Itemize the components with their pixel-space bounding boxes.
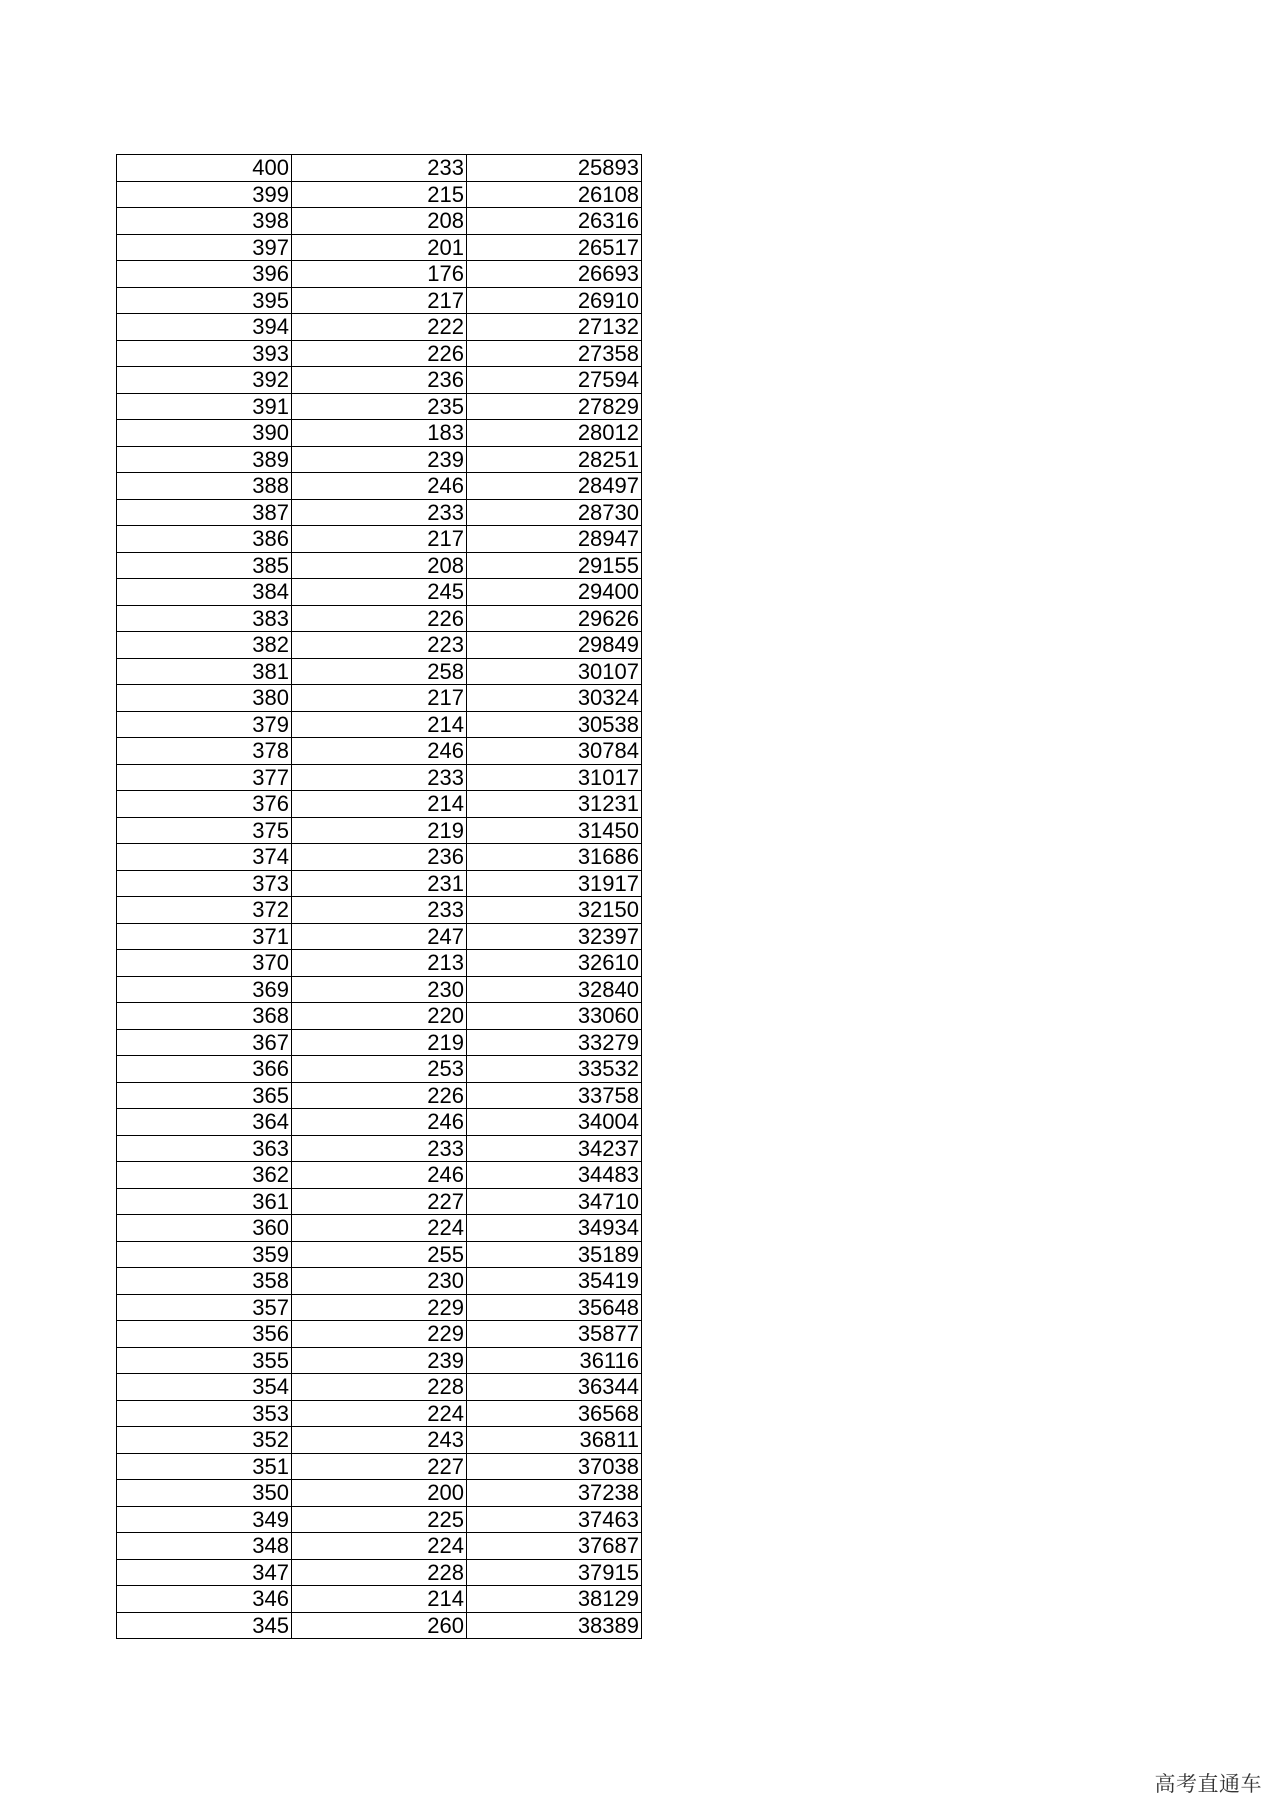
- cumulative-cell: 28730: [467, 499, 642, 526]
- table-row: [117, 844, 642, 871]
- score-cell: 368: [117, 1003, 292, 1030]
- cumulative-cell: 29155: [467, 552, 642, 579]
- count-cell: 246: [292, 473, 467, 500]
- cumulative-cell: 35877: [467, 1321, 642, 1348]
- table-row: [117, 1188, 642, 1215]
- table-row: [117, 208, 642, 235]
- cumulative-cell: 28947: [467, 526, 642, 553]
- cumulative-cell: 27594: [467, 367, 642, 394]
- table-row: [117, 367, 642, 394]
- cumulative-cell: 28012: [467, 420, 642, 447]
- score-cell: 352: [117, 1427, 292, 1454]
- count-cell: 200: [292, 1480, 467, 1507]
- score-cell: 354: [117, 1374, 292, 1401]
- table-row: [117, 526, 642, 553]
- count-cell: 215: [292, 181, 467, 208]
- count-cell: 227: [292, 1453, 467, 1480]
- cumulative-cell: 27132: [467, 314, 642, 341]
- score-cell: 397: [117, 234, 292, 261]
- table-row: [117, 446, 642, 473]
- table-row: [117, 1082, 642, 1109]
- table-row: [117, 817, 642, 844]
- cumulative-cell: 33279: [467, 1029, 642, 1056]
- count-cell: 239: [292, 446, 467, 473]
- count-cell: 224: [292, 1215, 467, 1242]
- table-row: [117, 1029, 642, 1056]
- score-cell: 346: [117, 1586, 292, 1613]
- table-row: [117, 1162, 642, 1189]
- score-cell: 393: [117, 340, 292, 367]
- count-cell: 233: [292, 764, 467, 791]
- count-cell: 220: [292, 1003, 467, 1030]
- table-row: [117, 791, 642, 818]
- score-cell: 385: [117, 552, 292, 579]
- table-row: [117, 1374, 642, 1401]
- count-cell: 214: [292, 1586, 467, 1613]
- count-cell: 258: [292, 658, 467, 685]
- score-cell: 371: [117, 923, 292, 950]
- count-cell: 253: [292, 1056, 467, 1083]
- cumulative-cell: 31917: [467, 870, 642, 897]
- table-row: [117, 499, 642, 526]
- score-cell: 367: [117, 1029, 292, 1056]
- count-cell: 226: [292, 340, 467, 367]
- score-cell: 362: [117, 1162, 292, 1189]
- cumulative-cell: 27829: [467, 393, 642, 420]
- count-cell: 217: [292, 685, 467, 712]
- score-cell: 383: [117, 605, 292, 632]
- count-cell: 226: [292, 1082, 467, 1109]
- count-cell: 224: [292, 1400, 467, 1427]
- table-row: [117, 738, 642, 765]
- count-cell: 235: [292, 393, 467, 420]
- table-row: [117, 897, 642, 924]
- count-cell: 236: [292, 844, 467, 871]
- count-cell: 214: [292, 791, 467, 818]
- table-row: [117, 1453, 642, 1480]
- table-row: [117, 1400, 642, 1427]
- cumulative-cell: 26910: [467, 287, 642, 314]
- cumulative-cell: 32150: [467, 897, 642, 924]
- table-row: [117, 287, 642, 314]
- cumulative-cell: 31231: [467, 791, 642, 818]
- cumulative-cell: 38389: [467, 1612, 642, 1639]
- table-row: [117, 923, 642, 950]
- score-cell: 394: [117, 314, 292, 341]
- score-cell: 348: [117, 1533, 292, 1560]
- table-row: [117, 632, 642, 659]
- count-cell: 228: [292, 1559, 467, 1586]
- table-row: [117, 1135, 642, 1162]
- count-cell: 233: [292, 897, 467, 924]
- score-cell: 374: [117, 844, 292, 871]
- score-cell: 373: [117, 870, 292, 897]
- cumulative-cell: 29400: [467, 579, 642, 606]
- count-cell: 219: [292, 817, 467, 844]
- cumulative-cell: 34710: [467, 1188, 642, 1215]
- score-cell: 387: [117, 499, 292, 526]
- count-cell: 243: [292, 1427, 467, 1454]
- cumulative-cell: 31450: [467, 817, 642, 844]
- cumulative-cell: 36811: [467, 1427, 642, 1454]
- count-cell: 222: [292, 314, 467, 341]
- count-cell: 208: [292, 208, 467, 235]
- count-cell: 233: [292, 499, 467, 526]
- count-cell: 245: [292, 579, 467, 606]
- score-cell: 379: [117, 711, 292, 738]
- cumulative-cell: 33532: [467, 1056, 642, 1083]
- cumulative-cell: 34237: [467, 1135, 642, 1162]
- table-row: [117, 1215, 642, 1242]
- cumulative-cell: 37463: [467, 1506, 642, 1533]
- count-cell: 246: [292, 1162, 467, 1189]
- score-cell: 369: [117, 976, 292, 1003]
- table-row: [117, 1559, 642, 1586]
- table-row: [117, 314, 642, 341]
- table-row: [117, 473, 642, 500]
- score-cell: 363: [117, 1135, 292, 1162]
- score-cell: 350: [117, 1480, 292, 1507]
- score-cell: 398: [117, 208, 292, 235]
- table-row: [117, 552, 642, 579]
- table-row: [117, 950, 642, 977]
- table-row: [117, 420, 642, 447]
- cumulative-cell: 30324: [467, 685, 642, 712]
- score-cell: 356: [117, 1321, 292, 1348]
- score-cell: 376: [117, 791, 292, 818]
- table-row: [117, 340, 642, 367]
- score-table: [116, 154, 642, 1639]
- count-cell: 246: [292, 738, 467, 765]
- watermark-text: 高考直通车: [1154, 1772, 1262, 1796]
- count-cell: 246: [292, 1109, 467, 1136]
- count-cell: 231: [292, 870, 467, 897]
- score-cell: 390: [117, 420, 292, 447]
- table-row: [117, 1109, 642, 1136]
- table-row: [117, 1586, 642, 1613]
- cumulative-cell: 32610: [467, 950, 642, 977]
- table-row: [117, 870, 642, 897]
- count-cell: 208: [292, 552, 467, 579]
- cumulative-cell: 34483: [467, 1162, 642, 1189]
- score-cell: 365: [117, 1082, 292, 1109]
- table-row: [117, 1268, 642, 1295]
- cumulative-cell: 30784: [467, 738, 642, 765]
- score-cell: 366: [117, 1056, 292, 1083]
- cumulative-cell: 37687: [467, 1533, 642, 1560]
- score-cell: 364: [117, 1109, 292, 1136]
- count-cell: 217: [292, 287, 467, 314]
- table-row: [117, 1056, 642, 1083]
- count-cell: 236: [292, 367, 467, 394]
- cumulative-cell: 28497: [467, 473, 642, 500]
- count-cell: 214: [292, 711, 467, 738]
- table-row: [117, 1003, 642, 1030]
- cumulative-cell: 37238: [467, 1480, 642, 1507]
- score-cell: 355: [117, 1347, 292, 1374]
- table-row: [117, 155, 642, 182]
- count-cell: 255: [292, 1241, 467, 1268]
- cumulative-cell: 26108: [467, 181, 642, 208]
- cumulative-cell: 36344: [467, 1374, 642, 1401]
- count-cell: 230: [292, 976, 467, 1003]
- score-cell: 345: [117, 1612, 292, 1639]
- score-cell: 382: [117, 632, 292, 659]
- cumulative-cell: 35419: [467, 1268, 642, 1295]
- cumulative-cell: 26316: [467, 208, 642, 235]
- cumulative-cell: 28251: [467, 446, 642, 473]
- cumulative-cell: 27358: [467, 340, 642, 367]
- cumulative-cell: 30107: [467, 658, 642, 685]
- table-row: [117, 393, 642, 420]
- score-cell: 380: [117, 685, 292, 712]
- cumulative-cell: 38129: [467, 1586, 642, 1613]
- score-cell: 360: [117, 1215, 292, 1242]
- score-cell: 399: [117, 181, 292, 208]
- score-cell: 392: [117, 367, 292, 394]
- score-cell: 347: [117, 1559, 292, 1586]
- table-row: [117, 181, 642, 208]
- count-cell: 230: [292, 1268, 467, 1295]
- score-cell: 349: [117, 1506, 292, 1533]
- count-cell: 229: [292, 1294, 467, 1321]
- cumulative-cell: 33758: [467, 1082, 642, 1109]
- table-row: [117, 1480, 642, 1507]
- count-cell: 217: [292, 526, 467, 553]
- table-row: [117, 1506, 642, 1533]
- score-cell: 388: [117, 473, 292, 500]
- table-row: [117, 579, 642, 606]
- count-cell: 225: [292, 1506, 467, 1533]
- score-cell: 391: [117, 393, 292, 420]
- score-cell: 395: [117, 287, 292, 314]
- count-cell: 223: [292, 632, 467, 659]
- table-row: [117, 685, 642, 712]
- cumulative-cell: 37038: [467, 1453, 642, 1480]
- table-row: [117, 1427, 642, 1454]
- score-table-body: [117, 155, 642, 1639]
- cumulative-cell: 35189: [467, 1241, 642, 1268]
- cumulative-cell: 32840: [467, 976, 642, 1003]
- table-row: [117, 658, 642, 685]
- score-cell: 381: [117, 658, 292, 685]
- score-cell: 359: [117, 1241, 292, 1268]
- score-cell: 377: [117, 764, 292, 791]
- table-row: [117, 1294, 642, 1321]
- score-cell: 358: [117, 1268, 292, 1295]
- score-cell: 396: [117, 261, 292, 288]
- count-cell: 213: [292, 950, 467, 977]
- count-cell: 201: [292, 234, 467, 261]
- score-cell: 378: [117, 738, 292, 765]
- cumulative-cell: 35648: [467, 1294, 642, 1321]
- score-cell: 400: [117, 155, 292, 182]
- count-cell: 219: [292, 1029, 467, 1056]
- count-cell: 239: [292, 1347, 467, 1374]
- score-cell: 370: [117, 950, 292, 977]
- score-cell: 384: [117, 579, 292, 606]
- table-row: [117, 711, 642, 738]
- score-cell: 372: [117, 897, 292, 924]
- table-row: [117, 1241, 642, 1268]
- table-row: [117, 1321, 642, 1348]
- table-row: [117, 1612, 642, 1639]
- cumulative-cell: 34004: [467, 1109, 642, 1136]
- count-cell: 229: [292, 1321, 467, 1348]
- count-cell: 224: [292, 1533, 467, 1560]
- score-cell: 351: [117, 1453, 292, 1480]
- cumulative-cell: 34934: [467, 1215, 642, 1242]
- count-cell: 226: [292, 605, 467, 632]
- cumulative-cell: 29849: [467, 632, 642, 659]
- cumulative-cell: 29626: [467, 605, 642, 632]
- cumulative-cell: 31686: [467, 844, 642, 871]
- cumulative-cell: 26517: [467, 234, 642, 261]
- count-cell: 176: [292, 261, 467, 288]
- score-cell: 361: [117, 1188, 292, 1215]
- cumulative-cell: 25893: [467, 155, 642, 182]
- cumulative-cell: 31017: [467, 764, 642, 791]
- score-cell: 357: [117, 1294, 292, 1321]
- count-cell: 247: [292, 923, 467, 950]
- score-cell: 375: [117, 817, 292, 844]
- count-cell: 233: [292, 155, 467, 182]
- score-cell: 386: [117, 526, 292, 553]
- score-cell: 389: [117, 446, 292, 473]
- cumulative-cell: 26693: [467, 261, 642, 288]
- cumulative-cell: 36116: [467, 1347, 642, 1374]
- table-row: [117, 261, 642, 288]
- table-row: [117, 764, 642, 791]
- cumulative-cell: 36568: [467, 1400, 642, 1427]
- count-cell: 183: [292, 420, 467, 447]
- cumulative-cell: 37915: [467, 1559, 642, 1586]
- table-row: [117, 605, 642, 632]
- cumulative-cell: 33060: [467, 1003, 642, 1030]
- count-cell: 260: [292, 1612, 467, 1639]
- table-row: [117, 1533, 642, 1560]
- table-row: [117, 976, 642, 1003]
- table-row: [117, 1347, 642, 1374]
- count-cell: 227: [292, 1188, 467, 1215]
- table-row: [117, 234, 642, 261]
- cumulative-cell: 30538: [467, 711, 642, 738]
- score-cell: 353: [117, 1400, 292, 1427]
- count-cell: 233: [292, 1135, 467, 1162]
- cumulative-cell: 32397: [467, 923, 642, 950]
- count-cell: 228: [292, 1374, 467, 1401]
